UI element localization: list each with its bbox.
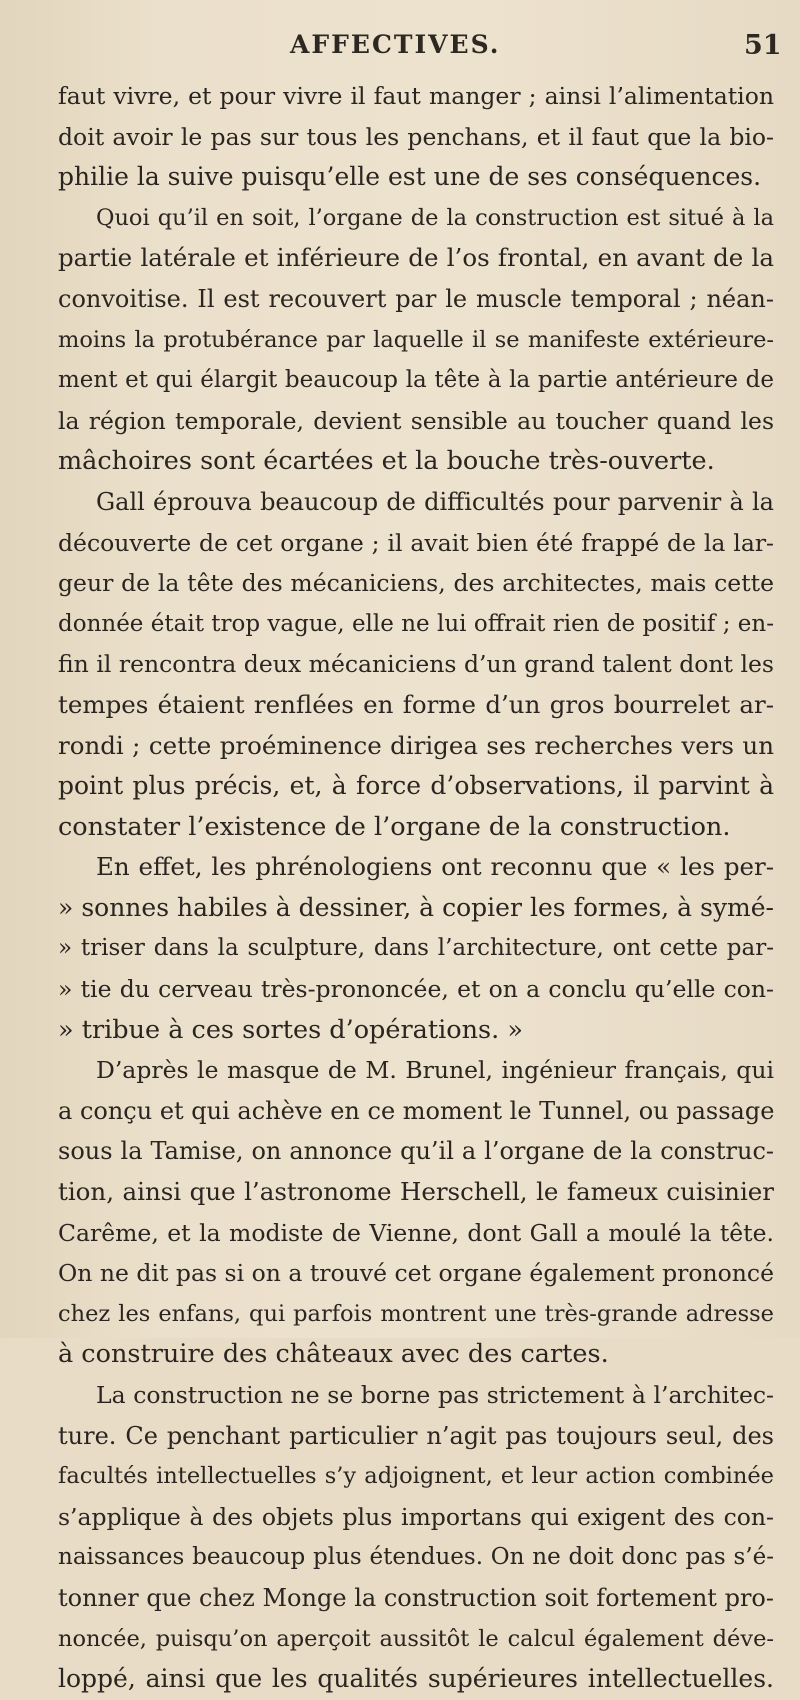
text-line: s’applique à des objets plus importans qui exigent des con- [58,1502,774,1531]
text-line: a conçu et qui achève en ce moment le Tunnel, ou passage [58,1096,775,1125]
running-title: AFFECTIVES. [290,30,501,59]
text-line: moins la protubérance par laquelle il se manifeste extérieure- [58,326,774,353]
text-line: tion, ainsi que l’astronome Herschell, le fameux cuisinier [58,1177,774,1207]
text-line: donnée était trop vague, elle ne lui offrait rien de positif ; en- [58,610,774,637]
page-number: 51 [744,30,782,61]
text-line: Carême, et la modiste de Vienne, dont Gall a moulé la tête. [58,1218,774,1247]
text-line: naissances beaucoup plus étendues. On ne doit donc pas s’é- [58,1544,774,1571]
text-line: facultés intellectuelles s’y adjoignent, et leur action combinée [58,1463,774,1490]
text-line: geur de la tête des mécaniciens, des architectes, mais cette [58,569,774,598]
text-line: rondi ; cette proéminence dirigea ses recherches vers un [58,730,774,760]
body-text [58,76,774,1700]
text-line: à construire des châteaux avec des cartes. [58,1339,609,1370]
text-line: philie la suive puisqu’elle est une de ses conséquences. [58,162,762,192]
text-line: fin il rencontra deux mécaniciens d’un grand talent dont les [58,650,774,679]
text-line: » tribue à ces sortes d’opérations. » [58,1014,523,1045]
text-line: D’après le masque de M. Brunel, ingénieur français, qui [96,1056,774,1085]
text-line: La construction ne se borne pas strictement à l’architec- [96,1381,774,1409]
text-line: » tie du cerveau très-prononcée, et on a conclu qu’elle con- [58,975,774,1004]
text-line: ment et qui élargit beaucoup la tête à la partie antérieure de [58,367,774,394]
text-line: On ne dit pas si on a trouvé cet organe également prononcé [58,1259,774,1288]
text-line: sous la Tamise, on annonce qu’il a l’organe de la construc- [58,1137,774,1166]
text-line: point plus précis, et, à force d’observations, il parvint à [58,771,774,801]
text-line: mâchoires sont écartées et la bouche très-ouverte. [58,446,715,477]
page-header [0,30,800,70]
text-line: » sonnes habiles à dessiner, à copier les formes, à symé- [58,892,774,922]
text-line: Gall éprouva beaucoup de difficultés pour parvenir à la [96,487,774,516]
text-line: chez les enfans, qui parfois montrent une très-grande adresse [58,1300,774,1327]
text-line: noncée, puisqu’on aperçoit aussitôt le calcul également déve- [58,1625,774,1652]
text-line: convoitise. Il est recouvert par le muscle temporal ; néan- [58,284,774,313]
text-line: partie latérale et inférieure de l’os frontal, en avant de la [58,243,774,273]
text-line: ture. Ce penchant particulier n’agit pas toujours seul, des [58,1421,774,1450]
text-line: tonner que chez Monge la construction soit fortement pro- [58,1583,774,1612]
text-line: la région temporale, devient sensible au toucher quand les [58,406,774,435]
text-line: constater l’existence de l’organe de la construction. [58,811,731,842]
text-line: tempes étaient renflées en forme d’un gros bourrelet ar- [58,689,774,719]
text-line: Quoi qu’il en soit, l’organe de la construction est situé à la [96,204,774,231]
text-line: doit avoir le pas sur tous les penchans, et il faut que la bio- [58,122,774,151]
text-line: faut vivre, et pour vivre il faut manger ; ainsi l’alimentation [58,82,774,110]
text-line: En effet, les phrénologiens ont reconnu que « les per- [96,852,774,882]
text-line: » triser dans la sculpture, dans l’architecture, ont cette par- [58,935,774,962]
text-line: découverte de cet organe ; il avait bien été frappé de la lar- [58,528,774,557]
text-line: loppé, ainsi que les qualités supérieures intellectuelles. [58,1664,774,1694]
